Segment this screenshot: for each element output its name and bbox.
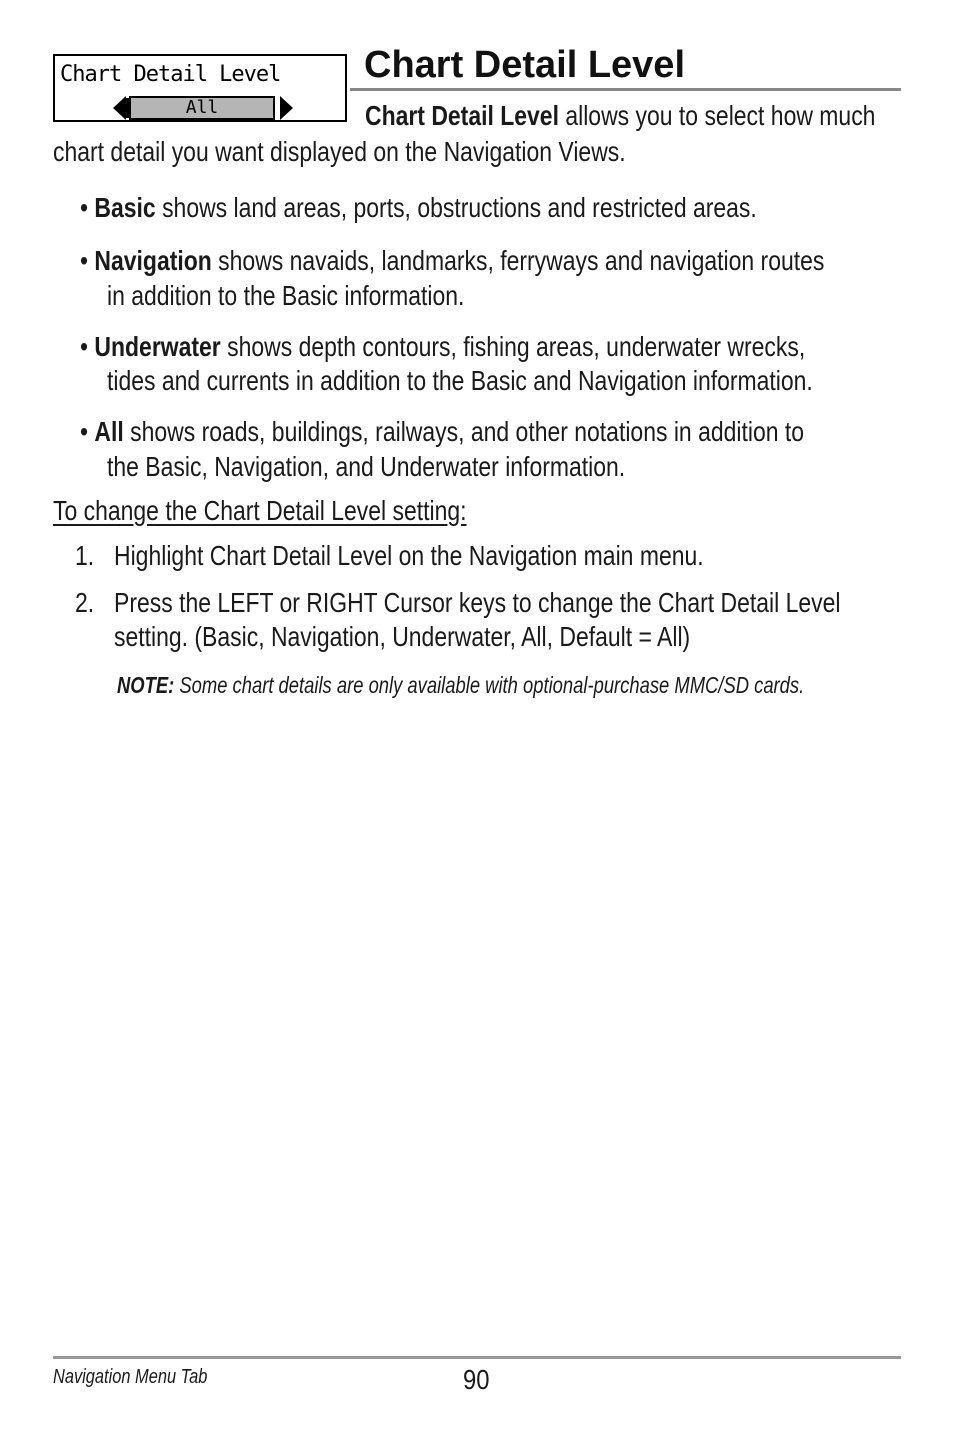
intro-term: Chart Detail Level (365, 100, 559, 131)
page-number: 90 (463, 1364, 490, 1395)
bullet-navigation-cont: in addition to the Basic information. (107, 280, 465, 311)
step-number: 2. (75, 587, 95, 618)
intro-text: allows you to select how much (558, 100, 876, 131)
note-text: Some chart details are only available with optional-purchase MMC/SD cards. (174, 672, 805, 698)
intro-line-2: chart detail you want displayed on the Navigation Views. (53, 136, 626, 167)
heading-divider (350, 88, 901, 91)
bullet-underwater: • Underwater shows depth contours, fishing areas, underwater wrecks, (80, 331, 806, 362)
step-1-text: Highlight Chart Detail Level on the Navigation main menu. (114, 540, 704, 571)
step-1 (75, 542, 98, 570)
menu-value: All (129, 96, 275, 120)
right-arrow-icon (280, 96, 293, 120)
bullet-term: All (94, 416, 124, 447)
bullet-underwater-cont: tides and currents in addition to the Basic and Navigation information. (107, 365, 813, 396)
footer-divider (53, 1356, 901, 1359)
step-2-text-cont: setting. (Basic, Navigation, Underwater, All, Default = All) (114, 621, 691, 652)
bullet-text: shows depth contours, fishing areas, underwater wrecks, (220, 331, 806, 362)
procedure-title: To change the Chart Detail Level setting: (53, 495, 467, 526)
bullet-text: shows roads, buildings, railways, and other notations in addition to (123, 416, 805, 447)
menu-label: Chart Detail Level (60, 62, 281, 87)
footer-section: Navigation Menu Tab (53, 1366, 208, 1388)
note (117, 672, 954, 699)
bullet-term: Underwater (94, 331, 221, 362)
bullet-text: shows navaids, landmarks, ferryways and navigation routes (211, 245, 825, 276)
bullet-term: Basic (94, 192, 156, 223)
bullet-term: Navigation (94, 245, 212, 276)
step-2-text: Press the LEFT or RIGHT Cursor keys to change the Chart Detail Level (114, 587, 841, 618)
chart-detail-level-menu (53, 54, 347, 122)
intro-line-1 (365, 102, 954, 130)
note-label: NOTE: (117, 672, 175, 698)
bullet-all-cont: the Basic, Navigation, and Underwater information. (107, 451, 626, 482)
step-number: 1. (75, 540, 95, 571)
step-2 (75, 589, 98, 617)
page-title: Chart Detail Level (364, 44, 685, 86)
bullet-basic: • Basic shows land areas, ports, obstructions and restricted areas. (80, 192, 757, 223)
bullet-text: shows land areas, ports, obstructions and restricted areas. (155, 192, 757, 223)
bullet-navigation: • Navigation shows navaids, landmarks, ferryways and navigation routes (80, 245, 825, 276)
bullet-all: • All shows roads, buildings, railways, and other notations in addition to (80, 416, 805, 447)
